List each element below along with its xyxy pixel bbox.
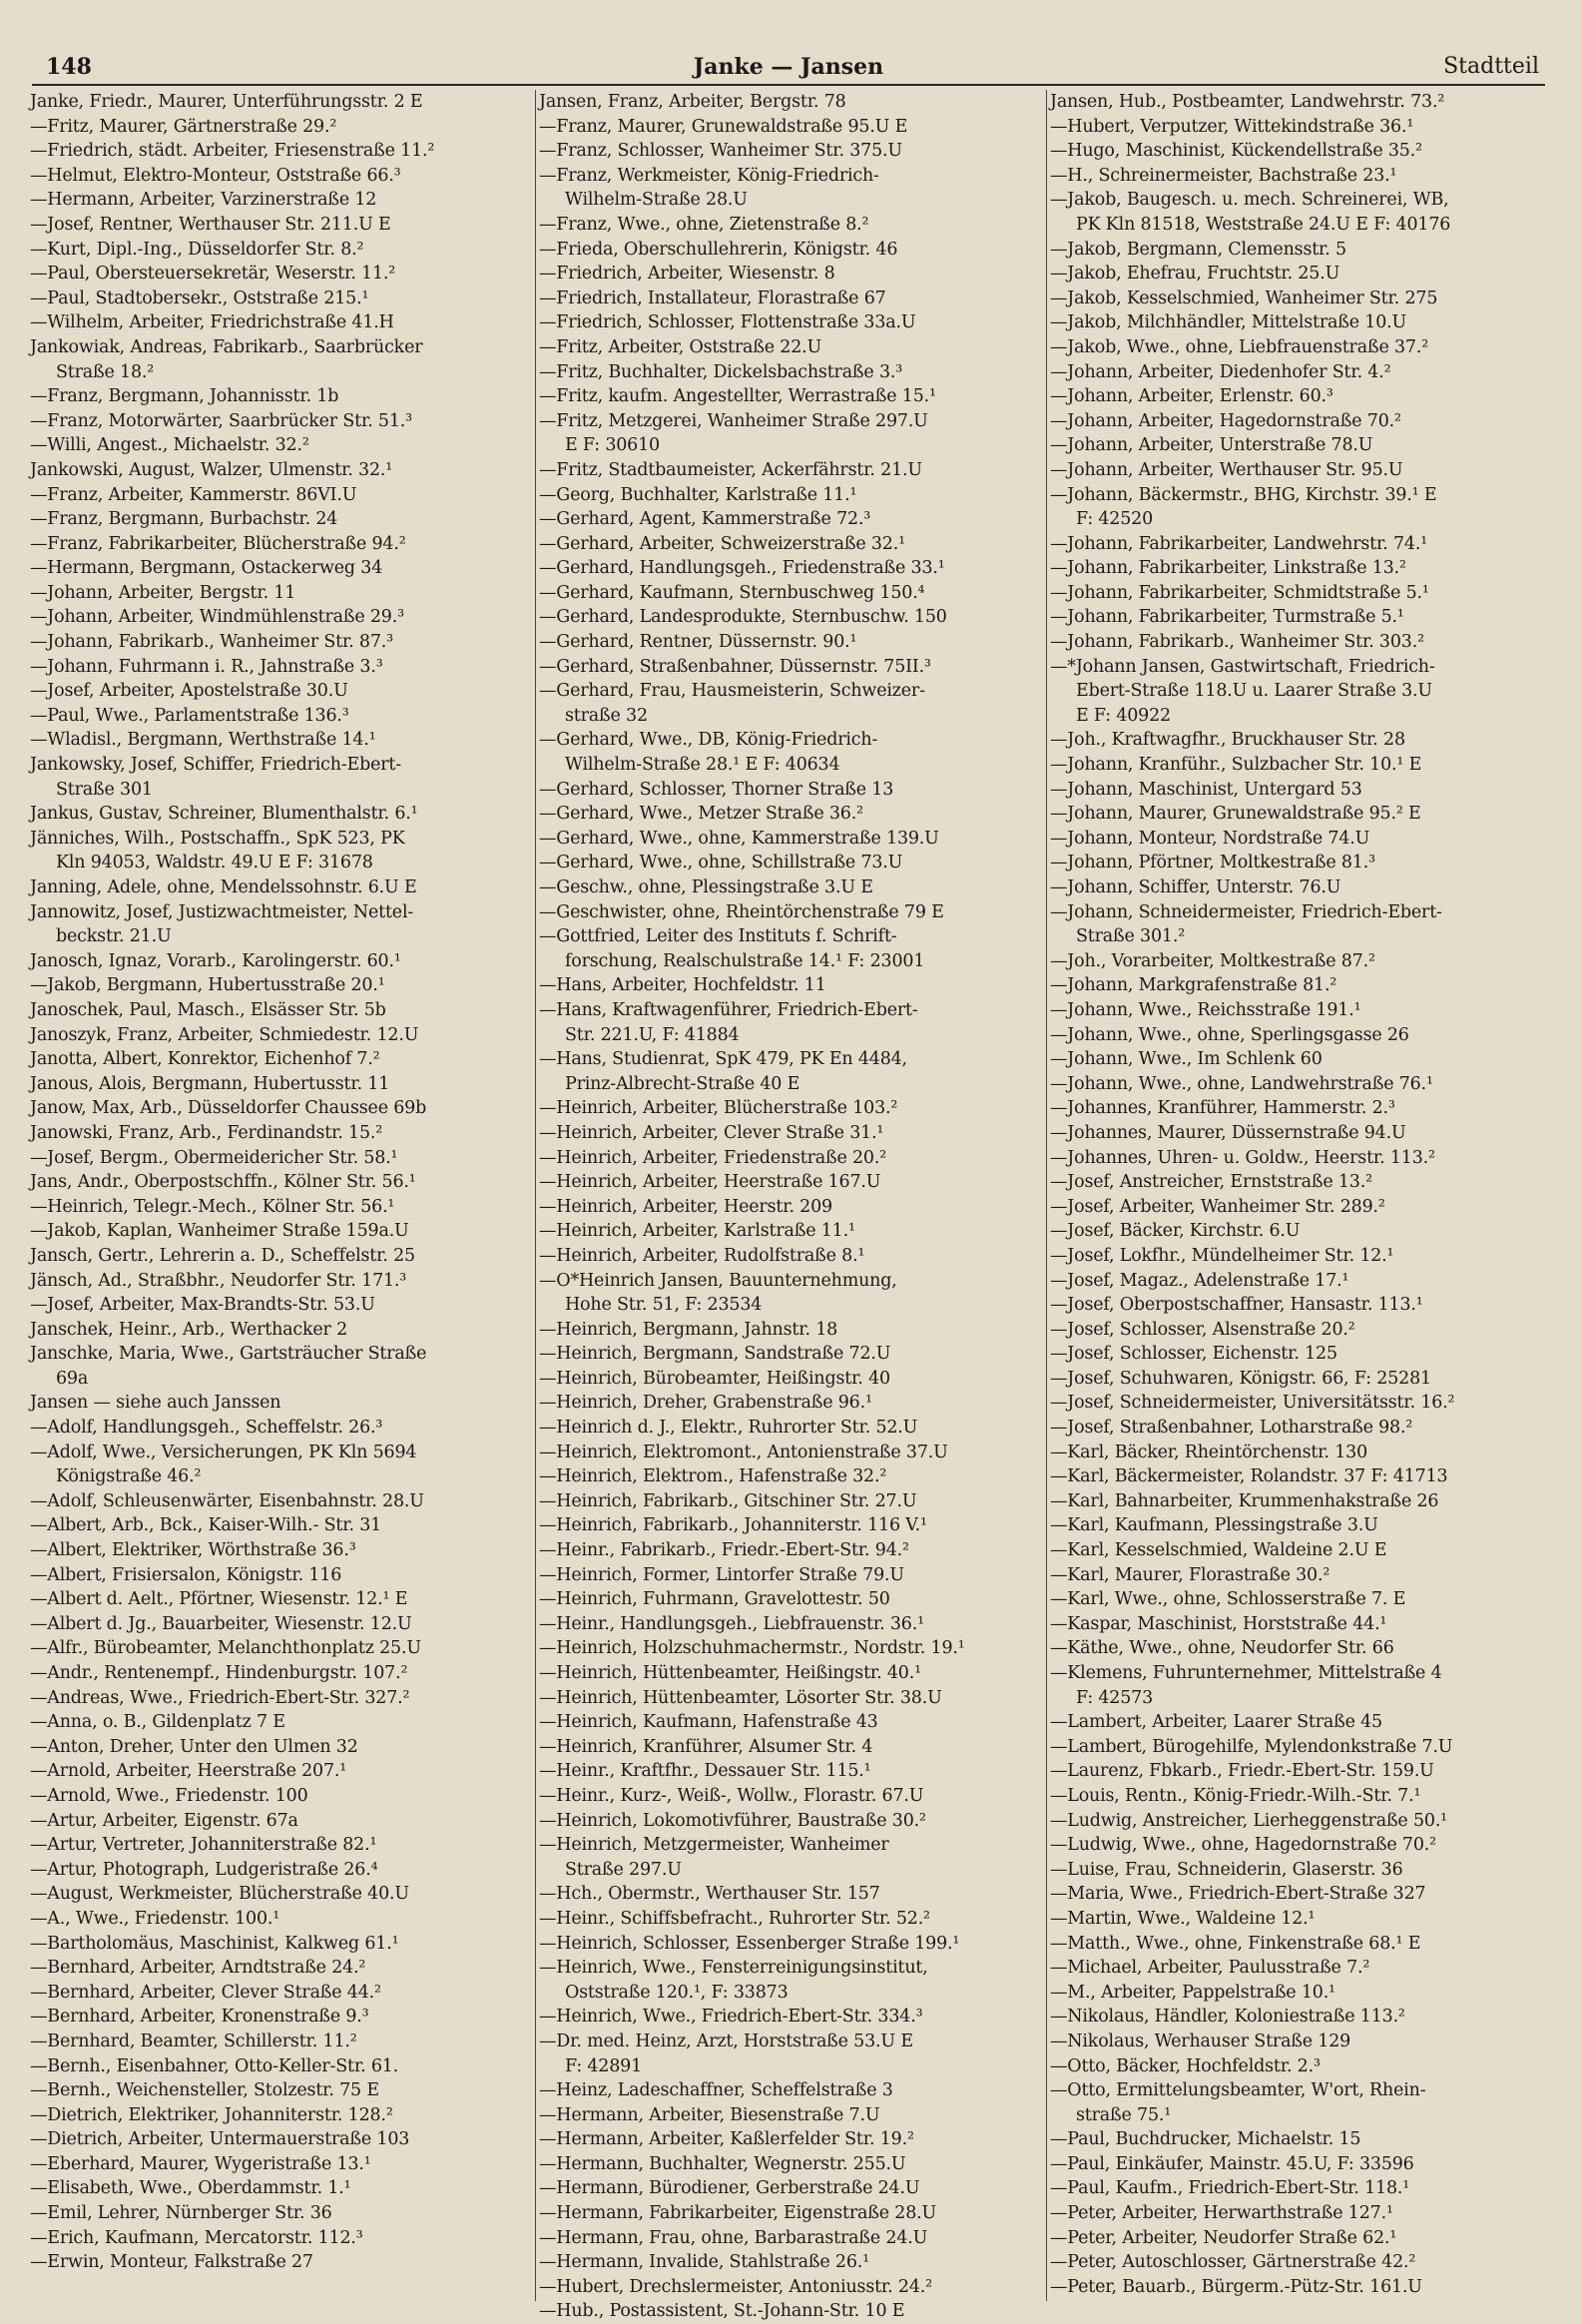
directory-entry: —Willi, Angest., Michaelstr. 32.² [30,435,309,456]
directory-entry: —Heinrich, Holzschuhmachermstr., Nordstr. 19.¹ [539,1638,965,1659]
directory-column-3 [1050,90,1549,2306]
directory-entry: —Jakob, Baugesch. u. mech. Schreinerei, WB, [1050,190,1449,211]
directory-entry: Janosch, Ignaz, Vorarb., Karolingerstr. 60.¹ [30,950,401,971]
directory-entry: —Bartholomäus, Maschinist, Kalkweg 61.¹ [30,1933,399,1954]
directory-entry: —Maria, Wwe., Friedrich-Ebert-Straße 327 [1050,1884,1426,1905]
directory-entry: —Fritz, Arbeiter, Oststraße 22.U [539,336,822,357]
directory-entry: —Johann, Fabrikarbeiter, Linkstraße 13.² [1050,558,1406,579]
directory-entry: Jankowsky, Josef, Schiffer, Friedrich-Ebert- [30,755,401,776]
directory-entry: —Wilhelm, Arbeiter, Friedrichstraße 41.H [30,312,394,333]
directory-entry: —Franz, Wwe., ohne, Zietenstraße 8.² [539,214,869,235]
entry-continuation-line: Straße 18.² [56,361,155,382]
directory-entry: —Geschw., ohne, Plessingstraße 3.U E [539,877,873,897]
directory-entry: —Joh., Vorarbeiter, Moltkestraße 87.² [1050,950,1375,971]
directory-entry: —Hermann, Frau, ohne, Barbarastraße 24.U [539,2227,928,2248]
directory-entry: —Emil, Lehrer, Nürnberger Str. 36 [30,2203,332,2224]
directory-entry: —Gerhard, Schlosser, Thorner Straße 13 [539,779,894,800]
directory-entry: —Gerhard, Wwe., Metzer Straße 36.² [539,804,863,825]
directory-entry: —Johann, Arbeiter, Diedenhofer Str. 4.² [1050,361,1391,382]
page-header [32,50,1545,86]
directory-entry: —Hermann, Arbeiter, Varzinerstraße 12 [30,190,377,211]
directory-entry: —Elisabeth, Wwe., Oberdammstr. 1.¹ [30,2178,351,2199]
directory-entry: —Heinr., Schiffsbefracht., Ruhrorter Str. 52.² [539,1908,930,1929]
directory-entry: —Josef, Rentner, Werthauser Str. 211.U E [30,214,391,235]
directory-entry: —Hubert, Drechslermeister, Antoniusstr. 24.² [539,2276,932,2297]
directory-entry: —Lambert, Arbeiter, Laarer Straße 45 [1050,1712,1382,1733]
directory-entry: —Fritz, Metzgerei, Wanheimer Straße 297.U [539,410,928,431]
directory-entry: —Josef, Schlosser, Alsenstraße 20.² [1050,1319,1355,1340]
directory-entry: —Franz, Fabrikarbeiter, Blücherstraße 94.² [30,533,406,554]
directory-entry: —Erwin, Monteur, Falkstraße 27 [30,2252,313,2273]
directory-entry: —Arnold, Wwe., Friedenstr. 100 [30,1785,308,1806]
directory-entry: —Gerhard, Kaufmann, Sternbuschweg 150.⁴ [539,582,925,603]
directory-entry: —A., Wwe., Friedenstr. 100.¹ [30,1908,280,1929]
directory-entry: —Peter, Arbeiter, Herwarthstraße 127.¹ [1050,2203,1393,2224]
entry-continuation-line: PK Kln 81518, Weststraße 24.U E F: 40176 [1076,214,1451,235]
directory-entry: —Gerhard, Straßenbahner, Düssernstr. 75II.³ [539,656,931,677]
directory-entry: —Johann, Fabrikarb., Wanheimer Str. 87.³ [30,632,393,653]
directory-entry: —Heinrich, Fuhrmann, Gravelottestr. 50 [539,1589,890,1610]
directory-entry: —Anna, o. B., Gildenplatz 7 E [30,1712,285,1733]
directory-entry: —Johann, Wwe., ohne, Landwehrstraße 76.¹ [1050,1073,1433,1094]
directory-entry: —Heinrich, Arbeiter, Heerstraße 167.U [539,1172,881,1193]
entry-continuation-line: Königstraße 46.² [56,1466,202,1487]
directory-entry: —Johann, Arbeiter, Hagedornstraße 70.² [1050,410,1401,431]
directory-entry: —Friedrich, Installateur, Florastraße 67 [539,288,886,308]
directory-entry: —Adolf, Schleusenwärter, Eisenbahnstr. 28.U [30,1490,424,1511]
directory-entry: —Franz, Motorwärter, Saarbrücker Str. 51.³ [30,410,412,431]
directory-entry: —Ludwig, Anstreicher, Lierheggenstraße 50.¹ [1050,1810,1448,1831]
directory-entry: —Paul, Wwe., Parlamentstraße 136.³ [30,705,349,726]
directory-entry: —Alfr., Bürobeamter, Melanchthonplatz 25.U [30,1638,421,1659]
directory-entry: —Andreas, Wwe., Friedrich-Ebert-Str. 327.² [30,1687,410,1708]
directory-entry: —Karl, Bäckermeister, Rolandstr. 37 F: 41713 [1050,1466,1448,1487]
directory-entry: —Hub., Postassistent, St.-Johann-Str. 10 E [539,2301,905,2322]
entry-continuation-line: Wilhelm-Straße 28.¹ E F: 40634 [565,755,840,776]
directory-entry: —Andr., Rentenempf., Hindenburgstr. 107.² [30,1663,408,1683]
directory-entry: Jankowiak, Andreas, Fabrikarb., Saarbrücker [30,336,423,357]
directory-entry: —Heinrich, Fabrikarb., Johanniterstr. 116 V.¹ [539,1515,927,1536]
directory-entry: —Georg, Buchhalter, Karlstraße 11.¹ [539,484,857,505]
directory-entry: —Gerhard, Agent, Kammerstraße 72.³ [539,509,871,530]
entry-continuation-line: straße 32 [565,705,648,726]
directory-entry: —Käthe, Wwe., ohne, Neudorfer Str. 66 [1050,1638,1394,1659]
directory-entry: —Franz, Werkmeister, König-Friedrich- [539,165,879,186]
directory-entry: —Heinr., Handlungsgeh., Liebfrauenstr. 36.¹ [539,1613,924,1634]
directory-entry: Janous, Alois, Bergmann, Hubertusstr. 11 [30,1073,390,1094]
entry-continuation-line: Prinz-Albrecht-Straße 40 E [565,1073,800,1094]
directory-entry: —Johann, Wwe., ohne, Sperlingsgasse 26 [1050,1024,1409,1045]
directory-entry: —Kurt, Dipl.-Ing., Düsseldorfer Str. 8.² [30,239,364,260]
directory-entry: —Heinrich, Wwe., Fensterreinigungsinstitut, [539,1958,928,1979]
directory-entry: —Heinrich, Arbeiter, Blücherstraße 103.² [539,1098,898,1119]
directory-entry: —Johann, Pförtner, Moltkestraße 81.³ [1050,853,1375,873]
directory-entry: —Johannes, Maurer, Düssernstraße 94.U [1050,1122,1406,1143]
directory-entry: —Nikolaus, Werhauser Straße 129 [1050,2031,1351,2051]
directory-entry: —Dietrich, Arbeiter, Untermauerstraße 103 [30,2129,410,2150]
directory-entry: —Paul, Buchdrucker, Michaelstr. 15 [1050,2129,1361,2150]
directory-entry: —Albert d. Aelt., Pförtner, Wiesenstr. 12.¹ E [30,1589,408,1610]
directory-entry: —Johann, Fabrikarb., Wanheimer Str. 303.² [1050,632,1424,653]
directory-entry: —Gerhard, Arbeiter, Schweizerstraße 32.¹ [539,533,905,554]
directory-entry: —Jakob, Ehefrau, Fruchtstr. 25.U [1050,264,1340,285]
directory-entry: —Johann, Fabrikarbeiter, Turmstraße 5.¹ [1050,607,1404,628]
directory-entry: —Matth., Wwe., ohne, Finkenstraße 68.¹ E [1050,1933,1421,1954]
directory-entry: Jänniches, Wilh., Postschaffn., SpK 523, PK [30,828,405,849]
directory-entry: —Heinrich, Arbeiter, Clever Straße 31.¹ [539,1122,884,1143]
directory-entry: Jansen, Franz, Arbeiter, Bergstr. 78 [539,92,846,112]
directory-entry: —Karl, Bahnarbeiter, Krummenhakstraße 26 [1050,1490,1439,1511]
directory-entry: Janotta, Albert, Konrektor, Eichenhof 7.² [30,1049,380,1070]
directory-entry: —Karl, Kaufmann, Plessingstraße 3.U [1050,1515,1378,1536]
directory-entry: —Ludwig, Wwe., ohne, Hagedornstraße 70.² [1050,1835,1436,1856]
directory-entry: —Otto, Bäcker, Hochfeldstr. 2.³ [1050,2055,1320,2076]
entry-continuation-line: beckstr. 21.U [56,926,172,947]
directory-entry: —Martin, Wwe., Waldeine 12.¹ [1050,1908,1316,1929]
directory-entry: —Bernh., Eisenbahner, Otto-Keller-Str. 61. [30,2055,399,2076]
directory-entry: —Paul, Obersteuersekretär, Weserstr. 11.² [30,264,396,285]
directory-entry: —Fritz, Stadtbaumeister, Ackerfährstr. 21.U [539,459,922,480]
directory-entry: —O*Heinrich Jansen, Bauunternehmung, [539,1270,897,1291]
directory-entry: —Hch., Obermstr., Werthauser Str. 157 [539,1884,880,1905]
directory-entry: —Lambert, Bürogehilfe, Mylendonkstraße 7.U [1050,1736,1453,1757]
directory-entry: —Gerhard, Handlungsgeh., Friedenstraße 33.¹ [539,558,945,579]
directory-entry: —Fritz, kaufm. Angestellter, Werrastraße 15.¹ [539,386,936,407]
directory-entry: —Heinz, Ladeschaffner, Scheffelstraße 3 [539,2080,893,2101]
directory-entry: —Josef, Lokfhr., Mündelheimer Str. 12.¹ [1050,1245,1394,1266]
directory-entry: —Albert, Elektriker, Wörthstraße 36.³ [30,1540,356,1561]
directory-entry: —Heinrich, Kranführer, Alsumer Str. 4 [539,1736,873,1757]
directory-entry: —Hans, Studienrat, SpK 479, PK En 4484, [539,1049,907,1070]
directory-entry: —Josef, Magaz., Adelenstraße 17.¹ [1050,1270,1349,1291]
directory-entry: —Eberhard, Maurer, Wygeristraße 13.¹ [30,2153,371,2174]
directory-entry: —Heinrich, Wwe., Friedrich-Ebert-Str. 334.³ [539,2007,923,2028]
directory-entry: —Josef, Bergm., Obermeidericher Str. 58.¹ [30,1147,398,1168]
directory-entry: —Josef, Oberpostschaffner, Hansastr. 113.¹ [1050,1295,1423,1316]
directory-entry: —Louis, Rentn., König-Friedr.-Wilh.-Str. 7.¹ [1050,1785,1421,1806]
entry-continuation-line: Kln 94053, Waldstr. 49.U E F: 31678 [56,853,373,873]
directory-entry: —Bernhard, Arbeiter, Kronenstraße 9.³ [30,2007,369,2028]
directory-entry: —Bernhard, Arbeiter, Clever Straße 44.² [30,1982,381,2003]
directory-entry: —Laurenz, Fbkarb., Friedr.-Ebert-Str. 159.U [1050,1761,1434,1782]
directory-entry: —H., Schreinermeister, Bachstraße 23.¹ [1050,165,1397,186]
entry-continuation-line: Oststraße 120.¹, F: 33873 [565,1982,789,2003]
directory-entry: —Hubert, Verputzer, Wittekindstraße 36.¹ [1050,116,1414,137]
directory-entry: —Arnold, Arbeiter, Heerstraße 207.¹ [30,1761,347,1782]
directory-entry: —Heinr., Fabrikarb., Friedr.-Ebert-Str. 94.² [539,1540,909,1561]
directory-entry: —Jakob, Kaplan, Wanheimer Straße 159a.U [30,1221,409,1242]
directory-entry: —Heinrich, Elektromont., Antonienstraße 37.U [539,1442,948,1462]
entry-continuation-line: forschung, Realschulstraße 14.¹ F: 23001 [565,950,925,971]
directory-entry: —Hans, Kraftwagenführer, Friedrich-Ebert- [539,999,918,1020]
directory-entry: —Johann, Fabrikarbeiter, Landwehrstr. 74.¹ [1050,533,1428,554]
directory-entry: Jansen, Hub., Postbeamter, Landwehrstr. 73.² [1050,92,1445,112]
directory-entry: —Gerhard, Landesprodukte, Sternbuschw. 150 [539,607,947,628]
directory-entry: —Fritz, Buchhalter, Dickelsbachstraße 3.³ [539,361,903,382]
directory-entry: —Albert, Frisiersalon, Königstr. 116 [30,1564,342,1585]
directory-entry: —Gerhard, Wwe., ohne, Kammerstraße 139.U [539,828,939,849]
directory-entry: Janowski, Franz, Arb., Ferdinandstr. 15.² [30,1122,383,1143]
directory-entry: —Gerhard, Rentner, Düssernstr. 90.¹ [539,632,857,653]
directory-entry: —Friedrich, Arbeiter, Wiesenstr. 8 [539,264,835,285]
directory-entry: —Dietrich, Elektriker, Johanniterstr. 128.² [30,2104,393,2125]
directory-entry: —Johann, Arbeiter, Windmühlenstraße 29.³ [30,607,404,628]
directory-entry: Jansen — siehe auch Janssen [30,1393,281,1414]
directory-entry: —Johann, Arbeiter, Erlenstr. 60.³ [1050,386,1333,407]
directory-entry: —Hermann, Arbeiter, Biesenstraße 7.U [539,2104,880,2125]
directory-entry: —Josef, Schuhwaren, Königstr. 66, F: 25281 [1050,1368,1431,1389]
entry-continuation-line: E F: 40922 [1076,705,1171,726]
directory-entry: —Jakob, Bergmann, Clemensstr. 5 [1050,239,1346,260]
directory-entry: —Fritz, Maurer, Gärtnerstraße 29.² [30,116,337,137]
directory-entry: —Otto, Ermittelungsbeamter, W'ort, Rhein- [1050,2080,1426,2101]
directory-entry: —Paul, Stadtobersekr., Oststraße 215.¹ [30,288,369,308]
directory-entry: —Johann, Maschinist, Untergard 53 [1050,779,1362,800]
directory-entry: Jansch, Gertr., Lehrerin a. D., Scheffelstr. 25 [30,1245,415,1266]
directory-entry: —Friedrich, Schlosser, Flottenstraße 33a.U [539,312,916,333]
directory-entry: —Hans, Arbeiter, Hochfeldstr. 11 [539,975,826,996]
directory-entry: —Anton, Dreher, Unter den Ulmen 32 [30,1736,358,1757]
directory-entry: —Gerhard, Wwe., ohne, Schillstraße 73.U [539,853,903,873]
directory-entry: —Gerhard, Wwe., DB, König-Friedrich- [539,730,878,751]
directory-entry: —Hermann, Bürodiener, Gerberstraße 24.U [539,2178,920,2199]
directory-entry: —Josef, Schneidermeister, Universitätsstr. 16.² [1050,1393,1455,1414]
directory-entry: —Bernhard, Arbeiter, Arndtstraße 24.² [30,1958,366,1979]
directory-entry: —Johann, Wwe., Im Schlenk 60 [1050,1049,1322,1070]
directory-column-1 [30,90,531,2306]
directory-entry: —Bernhard, Beamter, Schillerstr. 11.² [30,2031,357,2051]
directory-entry: —Johann, Kranführ., Sulzbacher Str. 10.¹ E [1050,755,1422,776]
directory-entry: —Johann, Fuhrmann i. R., Jahnstraße 3.³ [30,656,383,677]
directory-entry: —Karl, Kesselschmied, Waldeine 2.U E [1050,1540,1387,1561]
directory-entry: —Luise, Frau, Schneiderin, Glaserstr. 36 [1050,1859,1403,1880]
directory-entry: —Friedrich, städt. Arbeiter, Friesenstraße 11.² [30,141,435,162]
directory-entry: Jans, Andr., Oberpostschffn., Kölner Str. 56.¹ [30,1172,416,1193]
directory-entry: —Jakob, Milchhändler, Mittelstraße 10.U [1050,312,1407,333]
directory-entry: —Peter, Autoschlosser, Gärtnerstraße 42.² [1050,2252,1416,2273]
directory-entry: —Johann, Wwe., Reichsstraße 191.¹ [1050,999,1361,1020]
directory-entry: —Heinrich, Bürobeamter, Heißingstr. 40 [539,1368,890,1389]
directory-entry: —Kaspar, Maschinist, Horststraße 44.¹ [1050,1613,1387,1634]
directory-entry: —Heinrich, Lokomotivführer, Baustraße 30.² [539,1810,926,1831]
directory-entry: —Peter, Bauarb., Bürgerm.-Pütz-Str. 161.U [1050,2276,1422,2297]
directory-entry: —Johannes, Kranführer, Hammerstr. 2.³ [1050,1098,1395,1119]
entry-continuation-line: Straße 301.² [1076,926,1186,947]
directory-entry: —Franz, Arbeiter, Kammerstr. 86VI.U [30,484,357,505]
directory-entry: Janow, Max, Arb., Düsseldorfer Chaussee 69b [30,1098,427,1119]
directory-entry: —Heinrich, Former, Lintorfer Straße 79.U [539,1564,904,1585]
directory-entry: —Michael, Arbeiter, Paulusstraße 7.² [1050,1958,1370,1979]
directory-entry: —Josef, Arbeiter, Max-Brandts-Str. 53.U [30,1295,375,1316]
directory-entry: —Karl, Wwe., ohne, Schlosserstraße 7. E [1050,1589,1406,1610]
directory-entry: —Heinrich, Kaufmann, Hafenstraße 43 [539,1712,878,1733]
directory-entry: —Josef, Arbeiter, Apostelstraße 30.U [30,681,348,702]
directory-entry: —Helmut, Elektro-Monteur, Oststraße 66.³ [30,165,401,186]
directory-entry: —Heinr., Kurz-, Weiß-, Wollw., Florastr. 67.U [539,1785,924,1806]
directory-entry: —Heinrich, Hüttenbeamter, Lösorter Str. 38.U [539,1687,942,1708]
entry-continuation-line: Hohe Str. 51, F: 23534 [565,1295,763,1316]
directory-entry: Jänsch, Ad., Straßbhr., Neudorfer Str. 171.³ [30,1270,407,1291]
directory-entry: —Heinrich, Dreher, Grabenstraße 96.¹ [539,1393,872,1414]
directory-entry: Janschek, Heinr., Arb., Werthacker 2 [30,1319,348,1340]
page-number: 148 [46,54,92,80]
directory-entry: —Artur, Arbeiter, Eigenstr. 67a [30,1810,298,1831]
directory-entry: —Josef, Anstreicher, Ernststraße 13.² [1050,1172,1372,1193]
directory-entry: —Paul, Kaufm., Friedrich-Ebert-Str. 118.¹ [1050,2178,1410,2199]
directory-entry: —Heinrich d. J., Elektr., Ruhrorter Str. 52.U [539,1418,918,1439]
directory-entry: —Johann, Bäckermstr., BHG, Kirchstr. 39.¹ E [1050,484,1437,505]
directory-entry: —Johann, Maurer, Grunewaldstraße 95.² E [1050,804,1421,825]
directory-entry: —Heinrich, Arbeiter, Heerstr. 209 [539,1196,832,1217]
directory-entry: —Peter, Arbeiter, Neudorfer Straße 62.¹ [1050,2227,1397,2248]
directory-entry: —Johann, Schiffer, Unterstr. 76.U [1050,877,1341,897]
directory-entry: —Albert, Arb., Bck., Kaiser-Wilh.- Str. 31 [30,1515,382,1536]
directory-entry: —Frieda, Oberschullehrerin, Königstr. 46 [539,239,898,260]
directory-entry: —Josef, Straßenbahner, Lotharstraße 98.² [1050,1418,1413,1439]
directory-entry: —Heinrich, Bergmann, Jahnstr. 18 [539,1319,838,1340]
entry-continuation-line: F: 42891 [565,2055,643,2076]
directory-entry: —Paul, Einkäufer, Mainstr. 45.U, F: 33596 [1050,2153,1414,2174]
directory-entry: —Hermann, Buchhalter, Wegnerstr. 255.U [539,2153,906,2174]
entry-continuation-line: 69a [56,1368,89,1389]
directory-entry: —Johannes, Uhren- u. Goldw., Heerstr. 113.² [1050,1147,1435,1168]
directory-entry: —Hermann, Arbeiter, Kaßlerfelder Str. 19.² [539,2129,914,2150]
directory-entry: —Gottfried, Leiter des Instituts f. Schrift- [539,926,897,947]
directory-entry: —M., Arbeiter, Pappelstraße 10.¹ [1050,1982,1335,2003]
directory-entry: Janoschek, Paul, Masch., Elsässer Str. 5b [30,999,386,1020]
directory-column-2 [539,90,1042,2322]
directory-entry: —*Johann Jansen, Gastwirtschaft, Friedrich- [1050,656,1435,677]
directory-entry: —Geschwister, ohne, Rheintörchenstraße 79 E [539,901,944,922]
directory-entry: —Heinrich, Elektrom., Hafenstraße 32.² [539,1466,887,1487]
directory-entry: Janschke, Maria, Wwe., Gartsträucher Straße [30,1344,427,1365]
directory-entry: —Jakob, Wwe., ohne, Liebfrauenstraße 37.² [1050,336,1429,357]
directory-entry: —Franz, Bergmann, Johannisstr. 1b [30,386,339,407]
directory-entry: —Heinrich, Arbeiter, Karlstraße 11.¹ [539,1221,855,1242]
entry-continuation-line: F: 42520 [1076,509,1154,530]
directory-entry: —Karl, Maurer, Florastraße 30.² [1050,1564,1330,1585]
directory-entry: —Nikolaus, Händler, Koloniestraße 113.² [1050,2007,1405,2028]
entry-continuation-line: F: 42573 [1076,1687,1154,1708]
directory-entry: —Johann, Fabrikarbeiter, Schmidtstraße 5.¹ [1050,582,1429,603]
directory-entry: —Dr. med. Heinz, Arzt, Horststraße 53.U E [539,2031,913,2051]
directory-entry: —Johann, Schneidermeister, Friedrich-Ebert- [1050,901,1442,922]
directory-entry: —Artur, Photograph, Ludgeristraße 26.⁴ [30,1859,378,1880]
entry-continuation-line: Wilhelm-Straße 28.U [565,190,748,211]
directory-entry: —Bernh., Weichensteller, Stolzestr. 75 E [30,2080,379,2101]
directory-entry: —Gerhard, Frau, Hausmeisterin, Schweizer- [539,681,925,702]
directory-entry: —Franz, Schlosser, Wanheimer Str. 375.U [539,141,902,162]
directory-entry: —Heinrich, Schlosser, Essenberger Straße 199.¹ [539,1933,960,1954]
column-divider [535,90,536,2301]
directory-entry: —Heinr., Kraftfhr., Dessauer Str. 115.¹ [539,1761,871,1782]
directory-entry: —Erich, Kaufmann, Mercatorstr. 112.³ [30,2227,363,2248]
page-title: Janke — Jansen [693,54,884,80]
directory-entry: —Josef, Schlosser, Eichenstr. 125 [1050,1344,1337,1365]
directory-entry: —Johann, Arbeiter, Bergstr. 11 [30,582,296,603]
directory-entry: Jannowitz, Josef, Justizwachtmeister, Nettel- [30,901,414,922]
directory-entry: —Joh., Kraftwagfhr., Bruckhauser Str. 28 [1050,730,1405,751]
directory-entry: Jankowski, August, Walzer, Ulmenstr. 32.¹ [30,459,393,480]
entry-continuation-line: Straße 301 [56,779,153,800]
directory-entry: —Adolf, Wwe., Versicherungen, PK Kln 5694 [30,1442,417,1462]
directory-entry: —Jakob, Kesselschmied, Wanheimer Str. 275 [1050,288,1438,308]
directory-entry: —Johann, Markgrafenstraße 81.² [1050,975,1337,996]
directory-entry: —Wladisl., Bergmann, Werthstraße 14.¹ [30,730,376,751]
entry-continuation-line: E F: 30610 [565,435,660,456]
entry-continuation-line: Ebert-Straße 118.U u. Laarer Straße 3.U [1076,681,1432,702]
directory-entry: —Johann, Arbeiter, Werthauser Str. 95.U [1050,459,1403,480]
entry-continuation-line: Str. 221.U, F: 41884 [565,1024,740,1045]
directory-entry: —Johann, Monteur, Nordstraße 74.U [1050,828,1370,849]
directory-entry: —Adolf, Handlungsgeh., Scheffelstr. 26.³ [30,1418,383,1439]
directory-entry: —Heinrich, Arbeiter, Rudolfstraße 8.¹ [539,1245,865,1266]
directory-entry: —Albert d. Jg., Bauarbeiter, Wiesenstr. 12.U [30,1613,412,1634]
directory-entry: —Franz, Maurer, Grunewaldstraße 95.U E [539,116,908,137]
entry-continuation-line: straße 75.¹ [1076,2104,1172,2125]
section-label: Stadtteil [1443,54,1539,79]
directory-entry: —Heinrich, Metzgermeister, Wanheimer [539,1835,889,1856]
directory-entry: —Heinrich, Arbeiter, Friedenstraße 20.² [539,1147,887,1168]
directory-entry: Janoszyk, Franz, Arbeiter, Schmiedestr. 12.U [30,1024,419,1045]
directory-entry: —Hermann, Fabrikarbeiter, Eigenstraße 28.U [539,2203,937,2224]
directory-entry: —Artur, Vertreter, Johanniterstraße 82.¹ [30,1835,377,1856]
directory-entry: —Hermann, Invalide, Stahlstraße 26.¹ [539,2252,869,2273]
directory-entry: Janning, Adele, ohne, Mendelssohnstr. 6.U E [30,877,417,897]
directory-entry: —Johann, Arbeiter, Unterstraße 78.U [1050,435,1373,456]
directory-entry: —Heinrich, Telegr.-Mech., Kölner Str. 56.¹ [30,1196,395,1217]
directory-entry: —Heinrich, Bergmann, Sandstraße 72.U [539,1344,891,1365]
directory-entry: —Josef, Bäcker, Kirchstr. 6.U [1050,1221,1301,1242]
directory-entry: —Klemens, Fuhrunternehmer, Mittelstraße 4 [1050,1663,1442,1683]
directory-entry: —Heinrich, Fabrikarb., Gitschiner Str. 27.U [539,1490,917,1511]
directory-entry: —Josef, Arbeiter, Wanheimer Str. 289.² [1050,1196,1385,1217]
directory-entry: Janke, Friedr., Maurer, Unterführungsstr. 2 E [30,92,423,112]
column-divider [1046,90,1047,2301]
directory-entry: —Franz, Bergmann, Burbachstr. 24 [30,509,338,530]
directory-entry: —Hugo, Maschinist, Kückendellstraße 35.² [1050,141,1422,162]
entry-continuation-line: Straße 297.U [565,1859,682,1880]
directory-entry: —Karl, Bäcker, Rheintörchenstr. 130 [1050,1442,1368,1462]
directory-entry: Jankus, Gustav, Schreiner, Blumenthalstr. 6.¹ [30,804,418,825]
directory-entry: —Jakob, Bergmann, Hubertusstraße 20.¹ [30,975,385,996]
directory-entry: —Heinrich, Hüttenbeamter, Heißingstr. 40.¹ [539,1663,921,1683]
directory-entry: —August, Werkmeister, Blücherstraße 40.U [30,1884,409,1905]
directory-entry: —Hermann, Bergmann, Ostackerweg 34 [30,558,383,579]
